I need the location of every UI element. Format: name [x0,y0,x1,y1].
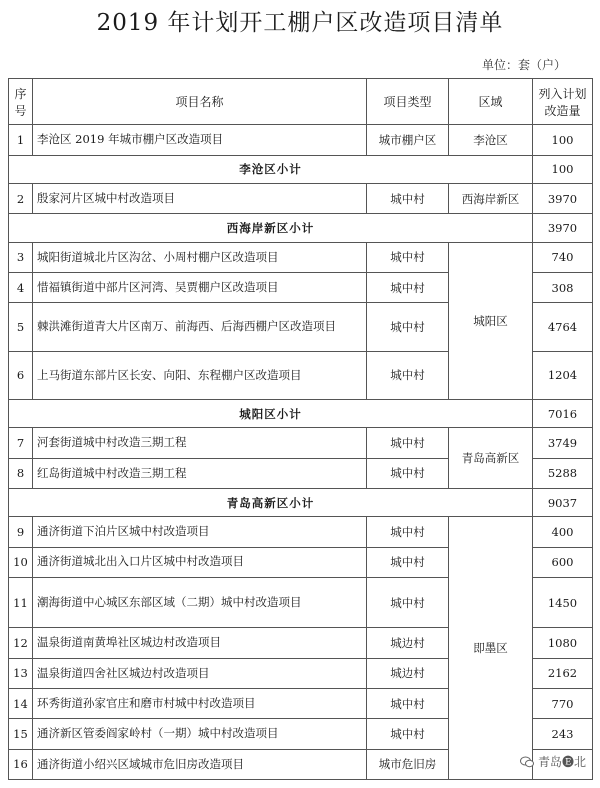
table-row [9,517,593,547]
subtotal-row [9,489,593,517]
unit-label: 单位：套（户） [481,58,566,72]
row-qty: 740 [533,242,593,272]
row-seq: 2 [9,184,33,214]
row-seq: 1 [9,125,33,155]
row-type: 城边村 [367,628,449,658]
row-qty: 100 [533,125,593,155]
row-type: 城中村 [367,351,449,399]
row-name: 殷家河片区城中村改造项目 [33,184,367,214]
subtotal-qty: 3970 [533,214,593,242]
row-seq: 12 [9,628,33,658]
row-type: 城中村 [367,547,449,577]
row-type: 城中村 [367,242,449,272]
row-seq: 13 [9,658,33,688]
watermark [520,753,586,770]
row-name: 红岛街道城中村改造三期工程 [33,458,367,488]
row-type: 城边村 [367,658,449,688]
row-qty: 400 [533,517,593,547]
row-seq: 9 [9,517,33,547]
row-qty: 770 [533,688,593,718]
row-name: 温泉街道四舍社区城边村改造项目 [33,658,367,688]
project-table [8,78,593,780]
subtotal-label: 青岛高新区小计 [9,489,533,517]
row-name: 河套街道城中村改造三期工程 [33,428,367,458]
subtotal-label: 城阳区小计 [9,400,533,428]
row-name: 通济街道城北出入口片区城中村改造项目 [33,547,367,577]
page-title: 2019 年计划开工棚户区改造项目清单 [96,10,504,36]
header-area: 区域 [449,79,533,125]
row-qty: 600 [533,547,593,577]
row-seq: 6 [9,351,33,399]
subtotal-row [9,400,593,428]
row-name: 上马街道东部片区长安、向阳、东程棚户区改造项目 [33,351,367,399]
row-name: 通济街道小绍兴区域城市危旧房改造项目 [33,749,367,779]
subtotal-row [9,155,593,183]
header-type: 项目类型 [367,79,449,125]
row-name: 通济街道下泊片区城中村改造项目 [33,517,367,547]
table-row [9,428,593,458]
row-type: 城中村 [367,428,449,458]
row-qty: 3970 [533,184,593,214]
header-seq: 序号 [9,79,33,125]
subtotal-row [9,214,593,242]
row-seq: 5 [9,303,33,351]
subtotal-label: 西海岸新区小计 [9,214,533,242]
subtotal-qty: 9037 [533,489,593,517]
table-row [9,125,593,155]
row-type: 城市棚户区 [367,125,449,155]
watermark-text: 青岛🅔北 [537,755,586,769]
row-area: 李沧区 [449,125,533,155]
row-qty: 5288 [533,458,593,488]
row-type: 城中村 [367,303,449,351]
row-name: 棘洪滩街道青大片区南万、前海西、后海西棚户区改造项目 [33,303,367,351]
row-seq: 11 [9,577,33,628]
row-seq: 10 [9,547,33,577]
row-qty: 308 [533,272,593,302]
row-area: 城阳区 [449,242,533,400]
row-type: 城中村 [367,688,449,718]
row-type: 城中村 [367,458,449,488]
row-area: 即墨区 [449,517,533,780]
row-seq: 3 [9,242,33,272]
row-type: 城中村 [367,517,449,547]
row-seq: 8 [9,458,33,488]
row-qty: 3749 [533,428,593,458]
subtotal-qty: 100 [533,155,593,183]
row-name: 潮海街道中心城区东部区域（二期）城中村改造项目 [33,577,367,628]
row-seq: 15 [9,719,33,749]
row-area: 西海岸新区 [449,184,533,214]
row-qty: 1204 [533,351,593,399]
subtotal-qty: 7016 [533,400,593,428]
subtotal-label: 李沧区小计 [9,155,533,183]
header-name: 项目名称 [33,79,367,125]
table-row [9,242,593,272]
row-type: 城市危旧房 [367,749,449,779]
row-qty: 243 [533,719,593,749]
row-seq: 7 [9,428,33,458]
row-name: 温泉街道南黄埠社区城边村改造项目 [33,628,367,658]
header-qty: 列入计划改造量 [533,79,593,125]
header-row [9,79,593,125]
row-qty: 2162 [533,658,593,688]
row-qty: 4764 [533,303,593,351]
row-type: 城中村 [367,719,449,749]
row-name: 李沧区 2019 年城市棚户区改造项目 [33,125,367,155]
row-name: 通济新区管委阎家岭村（一期）城中村改造项目 [33,719,367,749]
row-area: 青岛高新区 [449,428,533,489]
row-qty: 1450 [533,577,593,628]
table-row [9,184,593,214]
row-qty: 1080 [533,628,593,658]
row-type: 城中村 [367,577,449,628]
row-seq: 14 [9,688,33,718]
row-type: 城中村 [367,184,449,214]
row-seq: 16 [9,749,33,779]
row-name: 环秀街道孙家官庄和磨市村城中村改造项目 [33,688,367,718]
row-name: 惜福镇街道中部片区河湾、吴贾棚户区改造项目 [33,272,367,302]
wechat-icon [520,756,534,768]
row-name: 城阳街道城北片区沟岔、小周村棚户区改造项目 [33,242,367,272]
row-type: 城中村 [367,272,449,302]
row-seq: 4 [9,272,33,302]
